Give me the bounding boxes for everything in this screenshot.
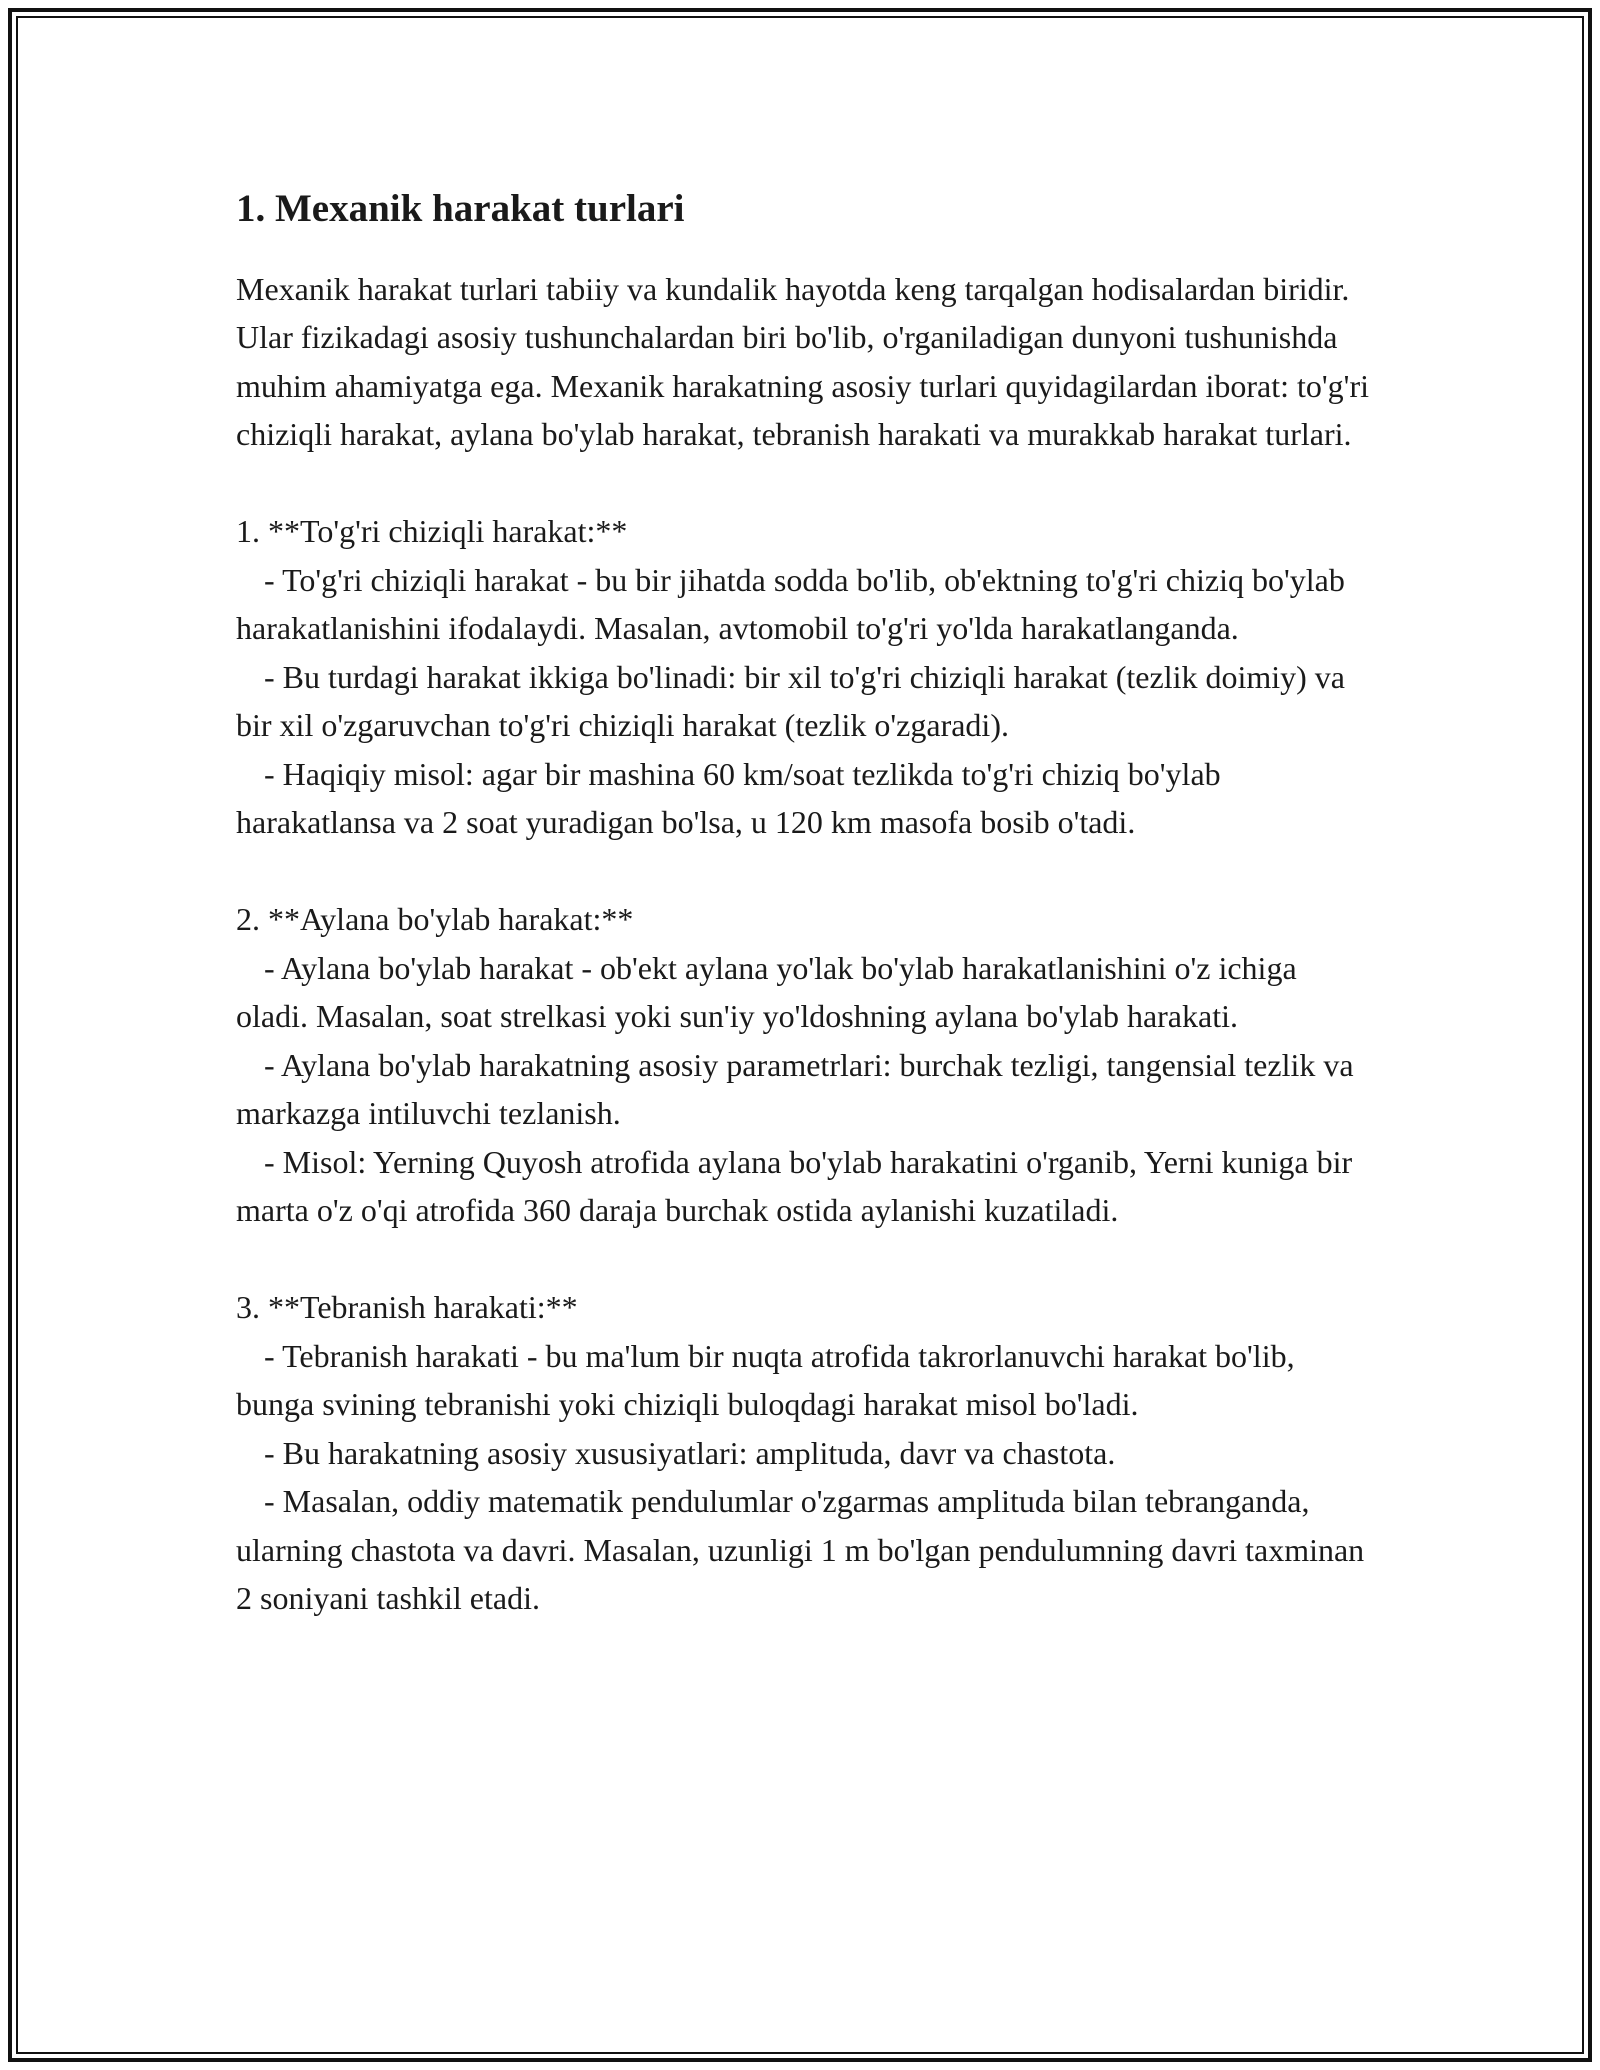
section-bullet: - Aylana bo'ylab harakatning asosiy parametrlari: burchak tezligi, tangensial tezlik va markazga intiluvchi tezlanish. (236, 1046, 1354, 1132)
section-bullet: - Masalan, oddiy matematik pendulumlar o'zgarmas amplituda bilan tebranganda, ularning chastota va davri. Masalan, uzunligi 1 m bo'lgan pendulumning davri taxminan 2 soniyani tashkil etadi. (236, 1483, 1365, 1617)
section-bullet: - Bu turdagi harakat ikkiga bo'linadi: bir xil to'g'ri chiziqli harakat (tezlik doimiy) va bir xil o'zgaruvchan to'g'ri chiziqli harakat (tezlik o'zgaradi). (236, 658, 1345, 744)
section-oscillation-motion (236, 1283, 1376, 1623)
section-heading: 2. **Aylana bo'ylab harakat:** (236, 901, 634, 938)
section-circular-motion (236, 895, 1376, 1235)
document-body (236, 184, 1376, 1671)
section-bullet: - Aylana bo'ylab harakat - ob'ekt aylana yo'lak bo'ylab harakatlanishini o'z ichiga oladi. Masalan, soat strelkasi yoki sun'iy yo'ldoshning aylana bo'ylab harakati. (236, 949, 1297, 1035)
section-heading: 3. **Tebranish harakati:** (236, 1289, 578, 1326)
section-bullet: - To'g'ri chiziqli harakat - bu bir jihatda sodda bo'lib, ob'ektning to'g'ri chiziq bo'ylab harakatlanishini ifodalaydi. Masalan, avtomobil to'g'ri yo'lda harakatlanganda. (236, 561, 1345, 647)
section-bullet: - Haqiqiy misol: agar bir mashina 60 km/soat tezlikda to'g'ri chiziq bo'ylab harakatlansa va 2 soat yuradigan bo'lsa, u 120 km masofa bosib o'tadi. (236, 755, 1221, 841)
section-heading: 1. **To'g'ri chiziqli harakat:** (236, 513, 628, 550)
section-bullet: - Tebranish harakati - bu ma'lum bir nuqta atrofida takrorlanuvchi harakat bo'lib, bunga svining tebranishi yoki chiziqli buloqdagi harakat misol bo'ladi. (236, 1337, 1295, 1423)
section-bullet: - Misol: Yerning Quyosh atrofida aylana bo'ylab harakatini o'rganib, Yerni kuniga bir marta o'z o'qi atrofida 360 daraja burchak ostida aylanishi kuzatiladi. (236, 1143, 1353, 1229)
intro-paragraph: Mexanik harakat turlari tabiiy va kundalik hayotda keng tarqalgan hodisalardan biridir. Ular fizikadagi asosiy tushunchalardan biri bo'lib, o'rganiladigan dunyoni tushunishda muhim ahamiyatga ega. Mexanik harakatning asosiy turlari quyidagilardan iborat: to'g'ri chiziqli harakat, aylana bo'ylab harakat, tebranish harakati va murakkab harakat turlari. (236, 270, 1369, 453)
document-title: 1. Mexanik harakat turlari (236, 187, 685, 230)
section-bullet: - Bu harakatning asosiy xususiyatlari: amplituda, davr va chastota. (264, 1434, 1116, 1471)
section-straight-motion (236, 507, 1376, 847)
